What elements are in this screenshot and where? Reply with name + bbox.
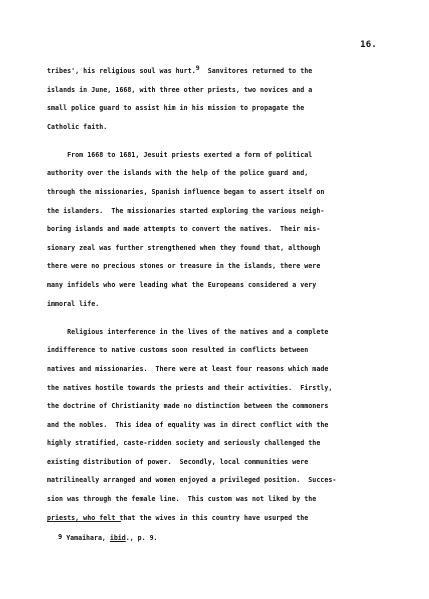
body-text [47, 62, 385, 527]
text-line: From 1668 to 1681, Jesuit priests exerted a form of political [47, 150, 313, 159]
text-line: matrilineally arranged and women enjoyed a privileged position. Succes- [47, 476, 337, 485]
text-line: Religious interference in the lives of the natives and a complete [47, 327, 329, 336]
text-line: priests, who felt that the wives in this country have usurped the [47, 513, 309, 522]
text-line: boring islands and made attempts to convert the natives. Their mis- [47, 225, 321, 234]
footnote-divider [47, 521, 121, 522]
page-number: 16. [360, 40, 377, 50]
text-line: natives and missionaries. There were at least four reasons which made [47, 364, 329, 373]
text-line: through the missionaries, Spanish influence began to assert itself on [47, 188, 325, 197]
text-line: the islanders. The missionaries started exploring the various neigh- [47, 206, 325, 215]
text-line: small police guard to assist him in his mission to propagate the [47, 104, 305, 113]
text-line: authority over the islands with the help of the police guard and, [47, 169, 309, 178]
footnote-citation: ., p. 9. [125, 534, 158, 542]
text-line: the natives hostile towards the priests and their activities. Firstly, [47, 383, 333, 392]
text-line: sionary zeal was further strengthened when they found that, although [47, 243, 321, 252]
text-line: and the nobles. This idea of equality was in direct conflict with the [47, 420, 329, 429]
text-line: Catholic faith. [47, 122, 108, 131]
footnote [58, 534, 158, 542]
text-line: existing distribution of power. Secondly, local communities were [47, 457, 309, 466]
paragraph-gap [47, 313, 385, 323]
text-line: indifference to native customs soon resulted in conflicts between [47, 346, 309, 355]
text-line: the doctrine of Christianity made no distinction between the commoners [47, 402, 329, 411]
text-line: there were no precious stones or treasure in the islands, there were [47, 262, 321, 271]
footnote-ibid: ibid [109, 534, 126, 542]
text-line: many infidels who were leading what the Europeans considered a very [47, 281, 317, 290]
text-line [47, 62, 385, 81]
footnote-number: 9 [58, 532, 63, 541]
text-line: highly stratified, caste-ridden society and seriously challenged the [47, 439, 321, 448]
footnote-reference: 9 [195, 64, 200, 72]
text-line: immoral life. [47, 299, 100, 308]
text-line: islands in June, 1668, with three other priests, two novices and a [47, 85, 313, 94]
paragraph-gap [47, 136, 385, 146]
text-fragment: Sanvitores returned to the [199, 67, 313, 75]
footnote-author: Yamaihara, [62, 534, 110, 542]
text-fragment: tribes', his religious soul was hurt. [47, 67, 196, 75]
text-line: sion was through the female line. This custom was not liked by the [47, 495, 317, 504]
